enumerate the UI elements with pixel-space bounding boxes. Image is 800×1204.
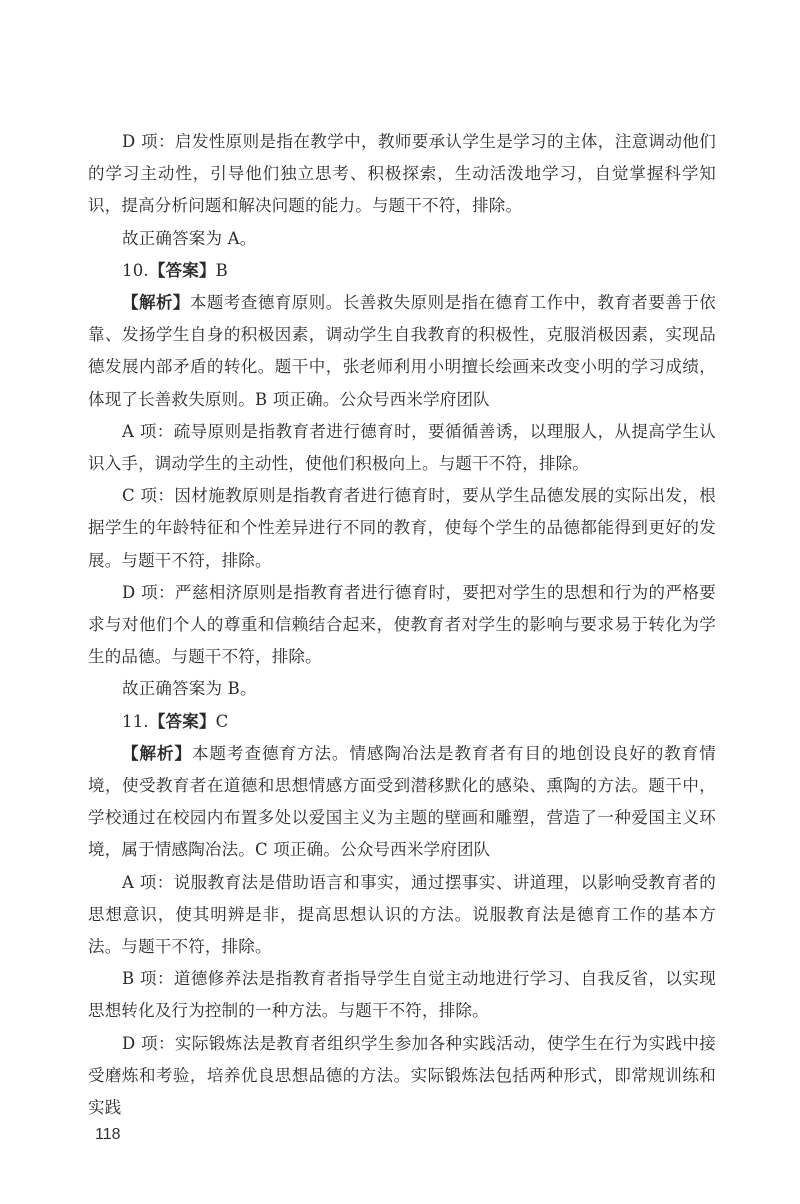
analysis-paragraph — [88, 287, 716, 416]
analysis-text: 本题考查德育方法。情感陶冶法是教育者有目的地创设良好的教育情境，使受教育者在道德和思想情感方面受到潜移默化的感染、熏陶的方法。题干中，学校通过在校园内布置多处以爱国主义为主题的壁画和雕塑，营造了一种爱国主义环境，属于情感陶冶法。C 项正确。公众号西米学府团队 — [88, 743, 716, 860]
answer-tag: 【答案】 — [148, 260, 216, 280]
analysis-text: 本题考查德育原则。长善救失原则是指在德育工作中，教育者要善于依靠、发扬学生自身的积极因素，调动学生自我教育的积极性，克服消极因素，实现品德发展内部矛盾的转化。题干中，张老师利用小明擅长绘画来改变小明的学习成绩，体现了长善救失原则。B 项正确。公众号西米学府团队 — [88, 293, 716, 409]
text-paragraph: A 项：说服教育法是借助语言和事实，通过摆事实、讲道理，以影响受教育者的思想意识，使其明辨是非，提高思想认识的方法。说服教育法是德育工作的基本方法。与题干不符，排除。 — [88, 872, 716, 957]
analysis-tag: 【解析】 — [122, 743, 192, 763]
answer-value: B — [215, 260, 228, 280]
answer-value: C — [215, 711, 229, 731]
text-paragraph: C 项：因材施教原则是指教育者进行德育时，要从学生品德发展的实际出发，根据学生的年龄特征和个性差异进行不同的教育，使每个学生的品德都能得到更好的发展。与题干不符，排除。 — [88, 486, 716, 570]
answer-line — [88, 255, 716, 287]
analysis-paragraph — [88, 738, 716, 867]
text-paragraph: A 项：疏导原则是指教育者进行德育时，要循循善诱，以理服人，从提高学生认识入手，调动学生的主动性，使他们积极向上。与题干不符，排除。 — [88, 421, 716, 474]
text-paragraph: 故正确答案为 B。 — [122, 679, 257, 699]
text-paragraph: D 项：实际锻炼法是教育者组织学生参加各种实践活动，使学生在行为实践中接受磨炼和考验，培养优良思想品德的方法。实际锻炼法包括两种形式，即常规训练和实践 — [88, 1033, 716, 1118]
answer-explanations — [88, 126, 716, 1124]
page-number: 118 — [95, 1126, 121, 1143]
text-paragraph: B 项：道德修养法是指教育者指导学生自觉主动地进行学习、自我反省，以实现思想转化及行为控制的一种方法。与题干不符，排除。 — [88, 969, 716, 1021]
question-number: 11. — [122, 711, 149, 731]
text-paragraph: D 项：严慈相济原则是指教育者进行德育时，要把对学生的思想和行为的严格要求与对他们个人的尊重和信赖结合起来，使教育者对学生的影响与要求易于转化为学生的品德。与题干不符，排除。 — [88, 582, 716, 667]
answer-tag: 【答案】 — [148, 711, 216, 731]
analysis-tag: 【解析】 — [122, 293, 190, 313]
question-number: 10. — [122, 260, 149, 280]
text-paragraph: D 项：启发性原则是指在教学中，教师要承认学生是学习的主体，注意调动他们的学习主动性，引导他们独立思考、积极探索，生动活泼地学习，自觉掌握科学知识，提高分析问题和解决问题的能力。与题干不符，排除。 — [88, 132, 716, 216]
text-paragraph: 故正确答案为 A。 — [122, 228, 257, 248]
answer-line — [88, 706, 716, 738]
